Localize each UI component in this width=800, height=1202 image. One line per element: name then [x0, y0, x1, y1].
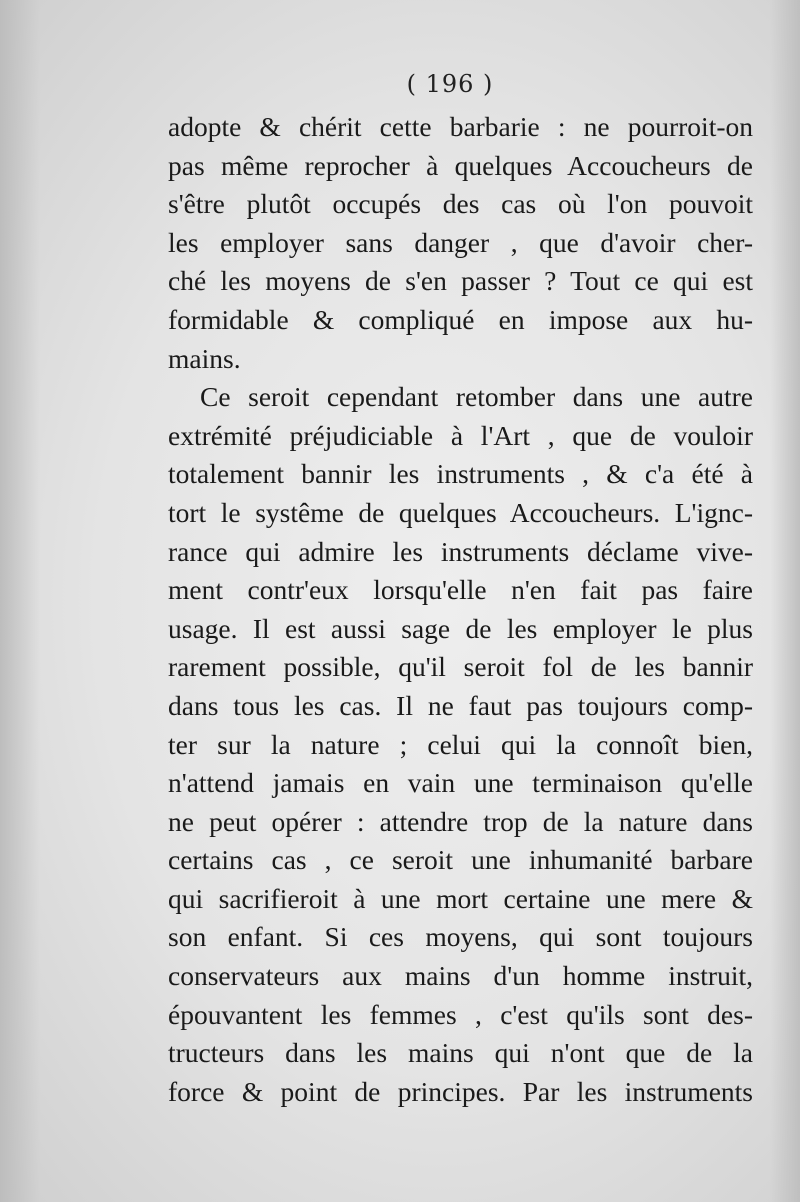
- text-line: n'attend jamais en vain une terminaison qu'elle: [168, 767, 753, 799]
- text-line: extrémité préjudiciable à l'Art , que de vouloir: [168, 419, 753, 451]
- text-line: formidable & compliqué en impose aux hu-: [168, 303, 753, 335]
- text-line: usage. Il est aussi sage de les employer le plus: [168, 612, 753, 644]
- text-line: s'être plutôt occupés des cas où l'on pouvoit: [168, 188, 753, 220]
- text-line: rance qui admire les instruments déclame vive-: [168, 535, 753, 567]
- text-line: force & point de principes. Par les instruments: [168, 1075, 753, 1107]
- text-line: ment contr'eux lorsqu'elle n'en fait pas faire: [168, 574, 753, 606]
- text-line: les employer sans danger , que d'avoir cher-: [168, 226, 753, 258]
- text-line: épouvantent les femmes , c'est qu'ils sont des-: [168, 998, 753, 1030]
- text-line: son enfant. Si ces moyens, qui sont toujours: [168, 921, 753, 953]
- text-line: totalement bannir les instruments , & c'a été à: [168, 458, 753, 490]
- text-line: ché les moyens de s'en passer ? Tout ce qui est: [168, 265, 753, 297]
- text-line: ne peut opérer : attendre trop de la nature dans: [168, 805, 753, 837]
- text-line: adopte & chérit cette barbarie : ne pourroit-on: [168, 111, 753, 142]
- text-line: rarement possible, qu'il seroit fol de les bannir: [168, 651, 753, 683]
- text-line: qui sacrifieroit à une mort certaine une mere &: [168, 882, 753, 914]
- text-line: tructeurs dans les mains qui n'ont que de la: [168, 1037, 753, 1069]
- page-number: ( 196 ): [406, 70, 494, 98]
- text-line: conservateurs aux mains d'un homme instruit,: [168, 960, 753, 992]
- paragraph-start-line: Ce seroit cependant retomber dans une autre: [200, 381, 753, 413]
- text-line: mains.: [168, 342, 241, 374]
- body-text: [168, 108, 753, 1111]
- text-line: certains cas , ce seroit une inhumanité barbare: [168, 844, 753, 876]
- text-line: pas même reprocher à quelques Accoucheurs de: [168, 149, 753, 181]
- text-line: dans tous les cas. Il ne faut pas toujours comp-: [168, 689, 753, 721]
- text-line: ter sur la nature ; celui qui la connoît bien,: [168, 728, 753, 760]
- text-line: tort le systême de quelques Accoucheurs. L'ignc-: [168, 496, 753, 528]
